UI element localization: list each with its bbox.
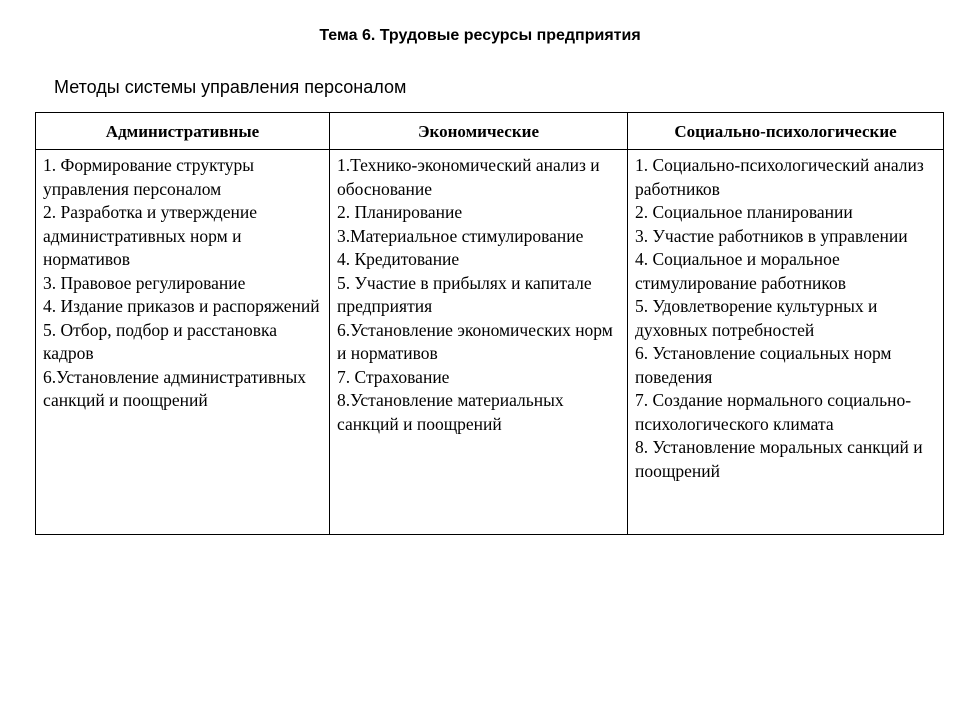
list-item: 2. Планирование	[337, 202, 463, 222]
column-header-administrative: Административные	[36, 113, 330, 150]
table-row	[36, 150, 944, 535]
administrative-methods-cell	[36, 150, 330, 535]
list-item: 4. Социальное и моральное стимулирование работников	[635, 249, 847, 293]
list-item: 5. Удовлетворение культурных и духовных потребностей	[635, 296, 878, 340]
list-item: 6.Установление административных санкций и поощрений	[43, 366, 307, 410]
list-item: 7. Создание нормального социально-психологического климата	[635, 390, 912, 434]
methods-table	[35, 112, 944, 535]
list-item: 1. Формирование структуры управления персоналом	[43, 155, 255, 199]
list-item: 3.Материальное стимулирование	[337, 225, 584, 246]
list-item: 1.Технико-экономический анализ и обоснование	[337, 155, 600, 199]
list-item: 4. Издание приказов и распоряжений	[43, 296, 320, 316]
list-item: 6. Установление социальных норм поведения	[635, 343, 892, 387]
list-item: 2. Социальное планировании	[635, 202, 853, 222]
socio-psychological-methods-cell	[628, 150, 944, 535]
list-item: 8.Установление материальных санкций и поощрений	[337, 390, 564, 434]
list-item: 3. Правовое регулирование	[43, 272, 246, 293]
list-item: 7. Страхование	[337, 366, 450, 387]
table-caption: Методы системы управления персоналом	[54, 77, 407, 97]
table-header-row	[36, 113, 944, 150]
list-item: 8. Установление моральных санкций и поощрений	[635, 437, 923, 481]
list-item: 5. Участие в прибылях и капитале предприятия	[337, 272, 592, 316]
list-item: 4. Кредитование	[337, 249, 460, 269]
slide-title: Тема 6. Трудовые ресурсы предприятия	[319, 27, 641, 44]
list-item: 3. Участие работников в управлении	[635, 225, 908, 246]
list-item: 2. Разработка и утверждение административных норм и нормативов	[43, 202, 257, 269]
column-header-economic: Экономические	[330, 113, 628, 150]
list-item: 5. Отбор, подбор и расстановка кадров	[43, 319, 278, 363]
column-header-socio-psychological: Социально-психологические	[628, 113, 944, 150]
list-item: 1. Социально-психологический анализ работников	[635, 155, 924, 199]
economic-methods-cell	[330, 150, 628, 535]
list-item: 6.Установление экономических норм и нормативов	[337, 319, 613, 363]
